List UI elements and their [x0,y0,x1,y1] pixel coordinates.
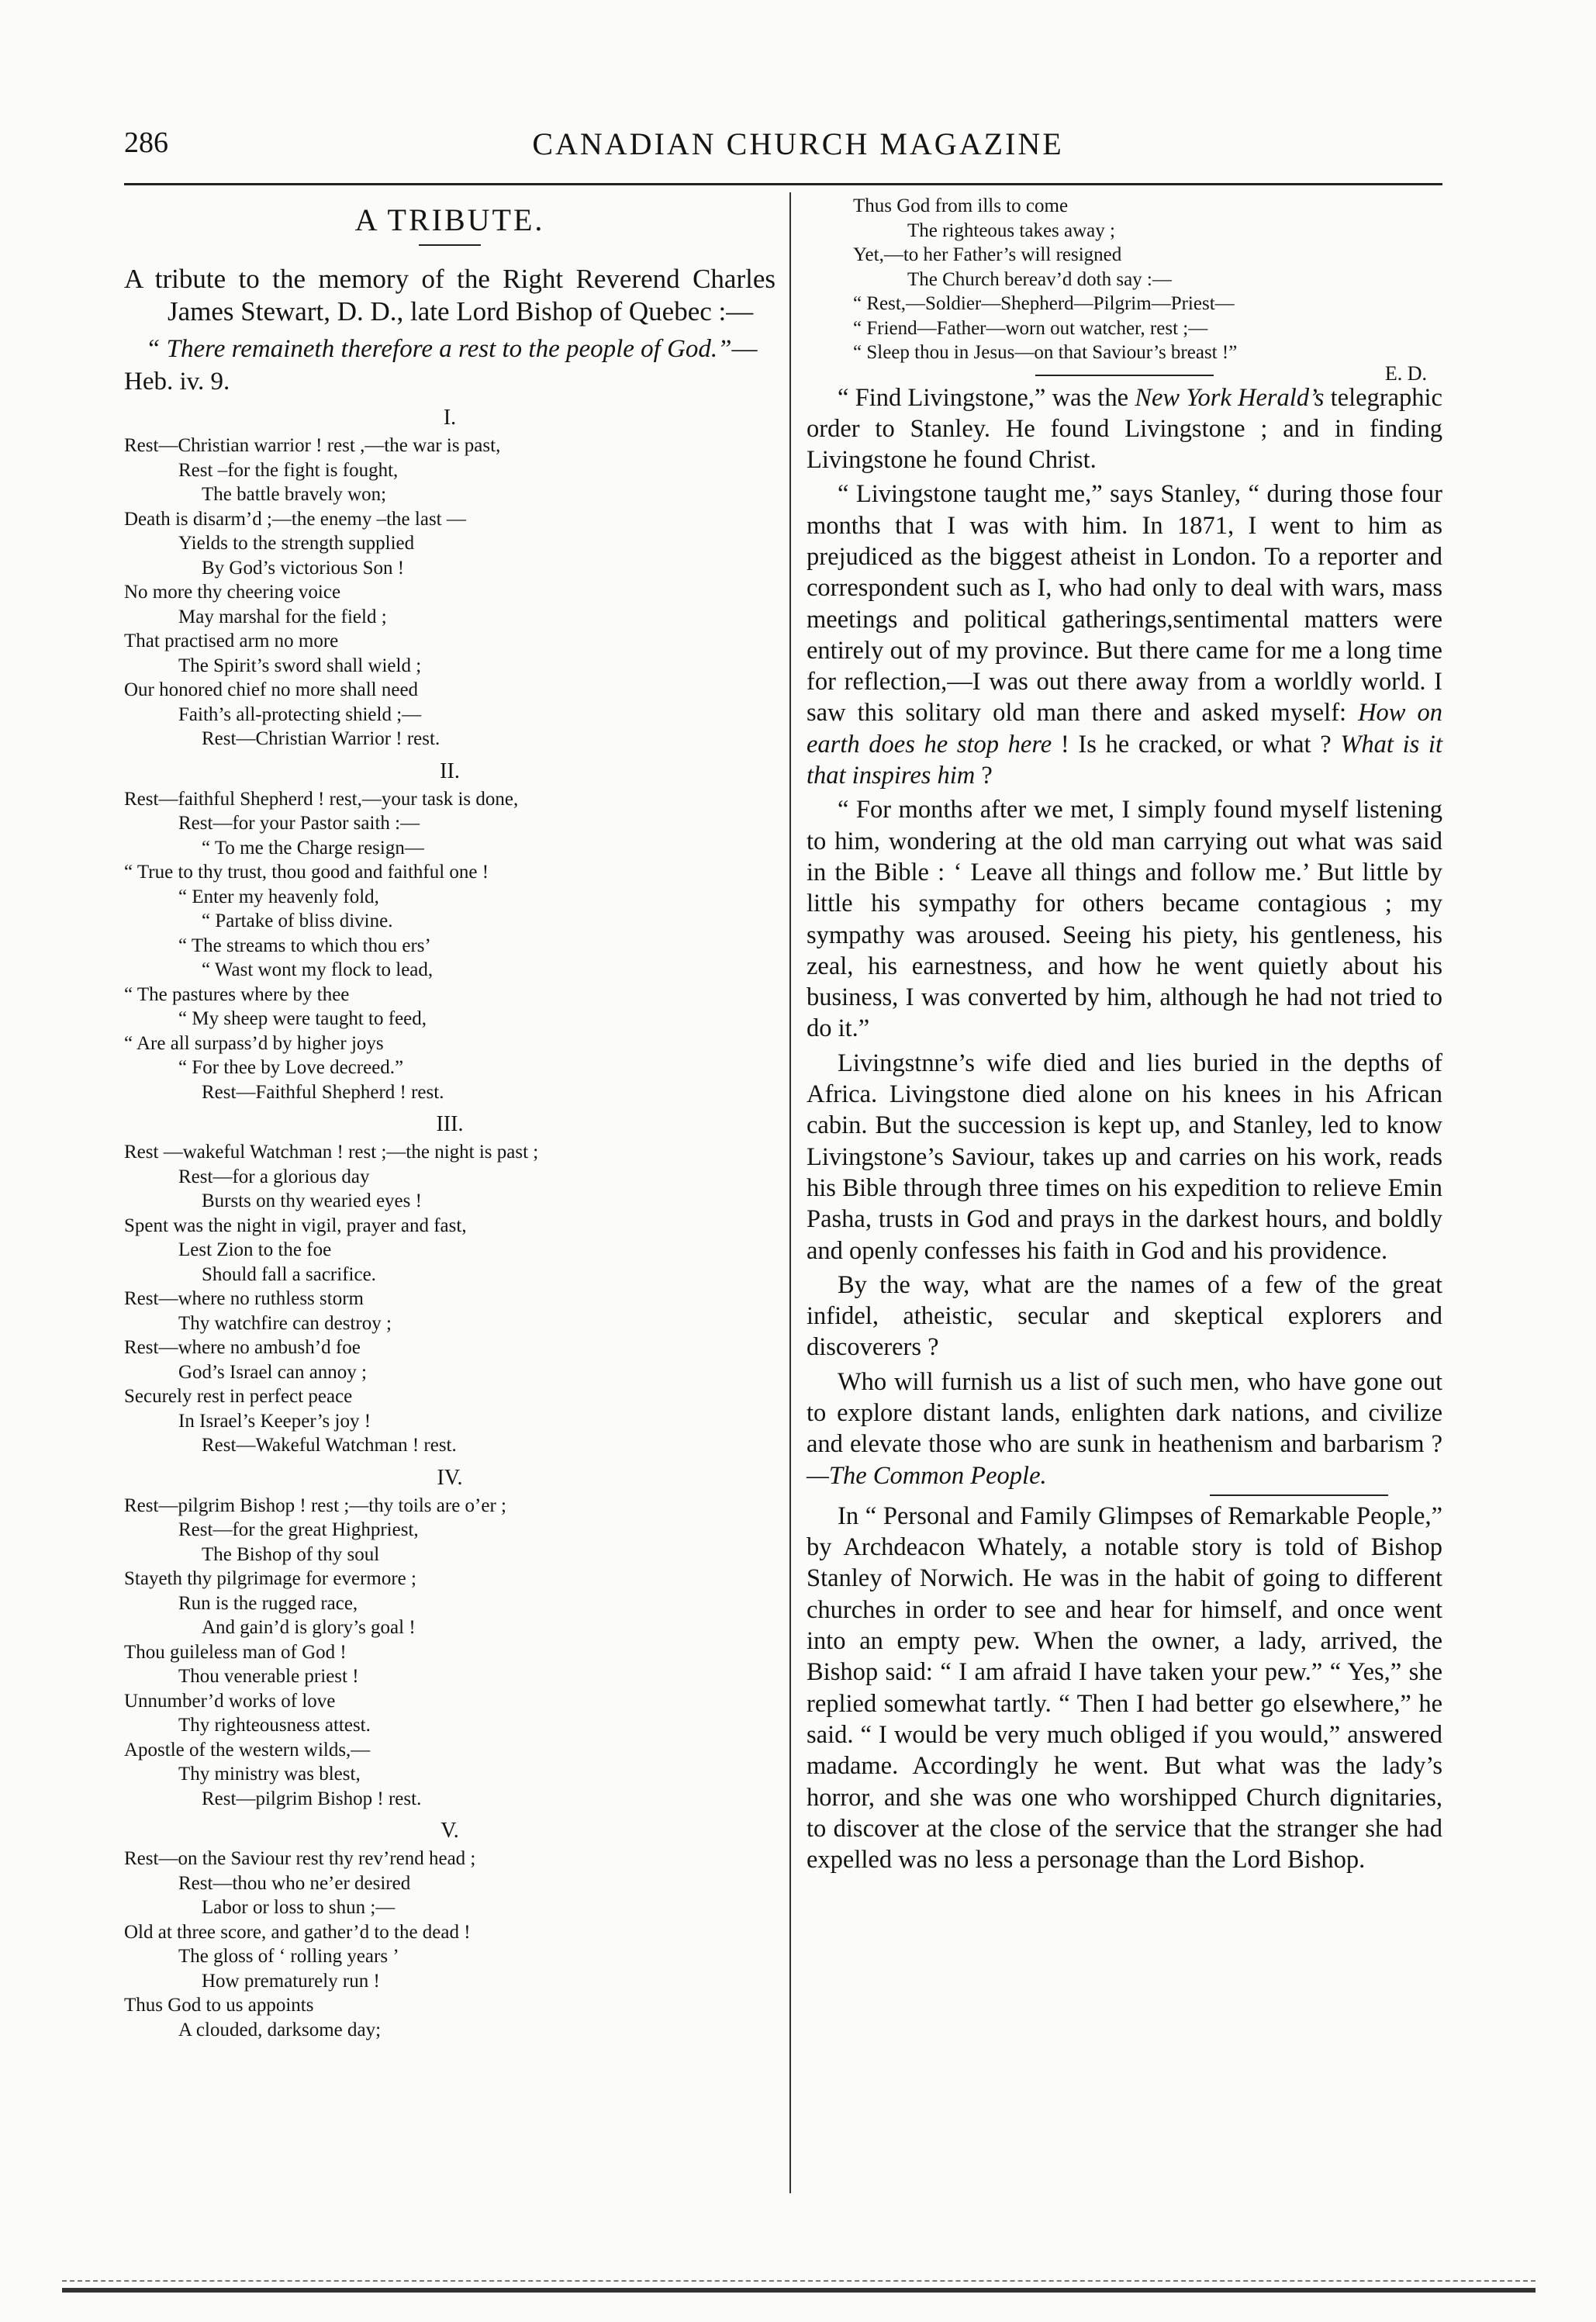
small-caps-lead: In [838,1501,859,1530]
stanley-question-1: How on earth does he stop here [807,699,1443,758]
poem-line: “ The pastures where by thee [124,983,350,1005]
section-rule [1035,375,1214,376]
poem-line: “ Enter my heavenly fold, [178,886,379,907]
poem [124,406,776,2042]
poem-line: Spent was the night in vigil, prayer and fast, [124,1215,467,1236]
source-citation: —The Common People. [807,1461,1047,1490]
poem-line: Lest Zion to the foe [178,1239,332,1260]
livingstone-paragraph-4: Livingstnne’s wife died and lies buried in the depths of Africa. Livingstone died alone on his knees in his African cabin. But the succession is kept up, and Stanley, led to know Livingstone’s Saviour, takes up and carries on his work, reads his Bible through three times on his expedition to relieve Emin Pasha, trusts in God and prays in the darkest hours, and boldly and openly confesses his faith in God and his providence. [807,1049,1442,1265]
article-intro: A tribute to the memory of the Right Reverend Charles James Stewart, D. D., late Lord Bishop of Quebec :— [124,264,776,327]
poem-line: Rest –for the fight is fought, [178,459,399,481]
poem-line: Rest—Christian Warrior ! rest. [202,728,440,749]
poem-line: Thus God to us appoints [124,1995,314,2016]
poem-line: Our honored chief no more shall need [124,679,419,700]
poem-line: Rest—for the great Highpriest, [178,1519,419,1540]
livingstone-paragraph-6 [807,1367,1442,1491]
poem-line: Rest—Faithful Shepherd ! rest. [202,1081,444,1103]
stanley-quote: “ Livingstone taught me,” says Stanley, “ during those four months that I was with him. In 1871, I went to him as prejudiced as the biggest atheist in London. To a reporter and correspondent such as I, who had only to deal with wars, mass meetings and political gatherings,sentimental matters were entirely out of my province. But there came for me a long time for reflection,—I was out there away from a worldly world. I saw this solitary old man there and asked myself: [807,480,1442,727]
poem-line: “ To me the Charge resign— [202,837,424,859]
poem-line: The righteous takes away ; [907,219,1115,241]
poem-line: Rest—Christian warrior ! rest ,—the war is past, [124,435,501,456]
poem-line: “ My sheep were taught to feed, [178,1008,427,1029]
livingstone-paragraph-5: By the way, what are the names of a few of the great infidel, atheistic, secular and skeptical explorers and discoverers ? [807,1270,1442,1362]
poem-line: Thou venerable priest ! [178,1666,359,1687]
poem-line: By God’s victorious Son ! [202,557,405,579]
poem-line: Apostle of the western wilds,— [124,1739,371,1761]
stanza-number: II. [440,758,460,783]
poem-line: The Spirit’s sword shall wield ; [178,655,422,676]
poem-line: That practised arm no more [124,631,339,651]
livingstone-text: Livingstone,” was the [901,383,1135,412]
poem-line: Rest—pilgrim Bishop ! rest. [202,1788,422,1809]
stanley-question-2: What is it that inspires him [807,730,1442,790]
poem-line: Rest—for a glorious day [178,1166,370,1187]
poem-line: Rest—where no ambush’d foe [124,1337,361,1358]
poem-line: Bursts on thy wearied eyes ! [202,1190,422,1211]
poem-line: God’s Israel can annoy ; [178,1361,367,1383]
poem-line: How prematurely run ! [202,1970,380,1992]
poem-line: Rest—where no ruthless storm [124,1288,364,1309]
header-rule [124,183,1442,185]
bottom-rule [62,2288,1536,2293]
livingstone-paragraph-3: “ For months after we met, I simply found myself listening to him, wondering at the old man carrying out what was said in the Bible : ‘ Leave all things and follow me.’ But little by little his sympathy for others became contagious ; my sympathy was aroused. Seeing his piety, his gentleness, his zeal, his earnestness, and how he went quietly about his business, I was converted by him, although he had not tried to do it.” [807,796,1442,1043]
small-caps-lead: “ Find [838,383,902,412]
poem-line: Rest—for your Pastor saith :— [178,813,420,834]
stanza-number: IV. [437,1465,463,1490]
poem-line: Labor or loss to shun ;— [202,1897,396,1918]
bottom-scan-rule [62,2280,1536,2282]
bishop-story [807,1501,1442,1876]
left-column [124,194,776,2042]
poem-line: Rest—thou who ne’er desired [178,1872,411,1894]
poem-line: Rest—on the Saviour rest thy rev’rend head ; [124,1848,476,1869]
stanza-number: III. [436,1112,464,1136]
epigraph [124,333,776,398]
epigraph-quote: “ There remaineth therefore a rest to the people of God.” [146,335,732,363]
poem-line: The gloss of ‘ rolling years ’ [178,1946,399,1967]
poem-line: Should fall a sacrifice. [202,1263,376,1285]
poem-line: Thus God from ills to come [853,195,1069,216]
stanza-number: V. [440,1819,459,1843]
stanza-number: I. [443,406,457,430]
right-column [807,194,1442,1875]
article-title: A TRIBUTE. [354,202,545,237]
poem-line: Yet,—to her Father’s will resigned [853,244,1122,265]
poem-line: “ Wast wont my flock to lead, [202,959,434,980]
poem-line: No more thy cheering voice [124,582,341,603]
poem-line: “ Are all surpass’d by higher joys [124,1032,384,1054]
poem-line: The Bishop of thy soul [202,1543,380,1565]
poem-line: Thy ministry was blest, [178,1764,361,1785]
poem-line: Thou guileless man of God ! [124,1641,347,1663]
poem-line: Run is the rugged race, [178,1592,358,1614]
page-number: 286 [124,126,168,159]
poem-line: Rest—faithful Shepherd ! rest,—your task is done, [124,788,519,810]
poem-continuation [807,194,1442,365]
poem-line: Stayeth thy pilgrimage for evermore ; [124,1568,416,1589]
poem-line: Rest —wakeful Watchman ! rest ;—the night is past ; [124,1142,539,1163]
poem-line: Rest—pilgrim Bishop ! rest ;—thy toils are o’er ; [124,1494,506,1516]
poem-line: Unnumber’d works of love [124,1690,336,1712]
poem-line: “ For thee by Love decreed.” [178,1057,404,1078]
poem-line: Thy watchfire can destroy ; [178,1312,392,1334]
poem-line: Yields to the strength supplied [178,533,415,554]
newspaper-name: New York Herald’s [1135,383,1325,412]
livingstone-text: telegraphic order to Stanley. He found Livingstone ; and in finding Livingstone he found Christ. [807,383,1442,475]
poem-line: In Israel’s Keeper’s joy ! [178,1410,371,1432]
poem-line: A clouded, darksome day; [178,2019,382,2040]
poem-line: May marshal for the field ; [178,606,387,627]
title-rule [419,244,481,246]
poem-line: Securely rest in perfect peace [124,1386,353,1407]
poem-line: The Church bereav’d doth say :— [907,268,1172,290]
poem-line: And gain’d is glory’s goal ! [202,1617,416,1638]
bishop-story-text: “ Personal and Family Glimpses of Remarkable People,” by Archdeacon Whately, a notable story is told of Bishop Stanley of Norwich. He was in the habit of going to different churches in order to see and hear for himself, and once went into an empty pew. When the owner, a lady, arrived, the Bishop said: “ I am afraid I have taken your pew.” “ Yes,” she replied somewhat tartly. “ Then I had better go elsewhere,” he said. “ I would be very much obliged if you would,” answered madame. Accordingly he went. But what was the lady’s horror, and she was one who worshipped Church dignitaries, to discover at the close of the service that the stranger she had expelled was no less a personage than the Lord Bishop. [807,1501,1442,1875]
poem-line: “ True to thy trust, thou good and faithful one ! [124,862,489,883]
section-rule [1210,1494,1388,1496]
poem-line: Death is disarm’d ;—the enemy –the last — [124,508,466,530]
poem-line: The battle bravely won; [202,484,387,505]
poem-line: Old at three score, and gather’d to the dead ! [124,1921,471,1943]
poem-line: Rest—Wakeful Watchman ! rest. [202,1435,457,1456]
stanley-quote: ? [975,762,993,790]
signature: E. D. [1384,361,1427,385]
epigraph-reference: —Heb. iv. 9. [124,335,758,396]
livingstone-paragraph-1 [807,382,1442,476]
poem-line: “ Partake of bliss divine. [202,910,393,931]
livingstone-question: Who will furnish us a list of such men, who have gone out to explore distant lands, enlighten dark nations, and civilize and elevate those who are sunk in heathenism and barbarism ? [807,1367,1442,1459]
poem-line: “ Rest,—Soldier—Shepherd—Pilgrim—Priest— [853,293,1235,314]
stanley-quote: ! Is he cracked, or what ? [1052,730,1341,758]
running-head: CANADIAN CHURCH MAGAZINE [532,126,1064,161]
poem-line: “ Friend—Father—worn out watcher, rest ;— [853,317,1208,339]
poem-line: Thy righteousness attest. [178,1715,371,1736]
livingstone-paragraph-2 [807,479,1442,791]
column-divider [789,192,791,2193]
poem-line: “ The streams to which thou ers’ [178,935,431,956]
poem-line: “ Sleep thou in Jesus—on that Saviour’s breast !” [853,342,1238,363]
poem-line: Faith’s all-protecting shield ;— [178,703,422,725]
